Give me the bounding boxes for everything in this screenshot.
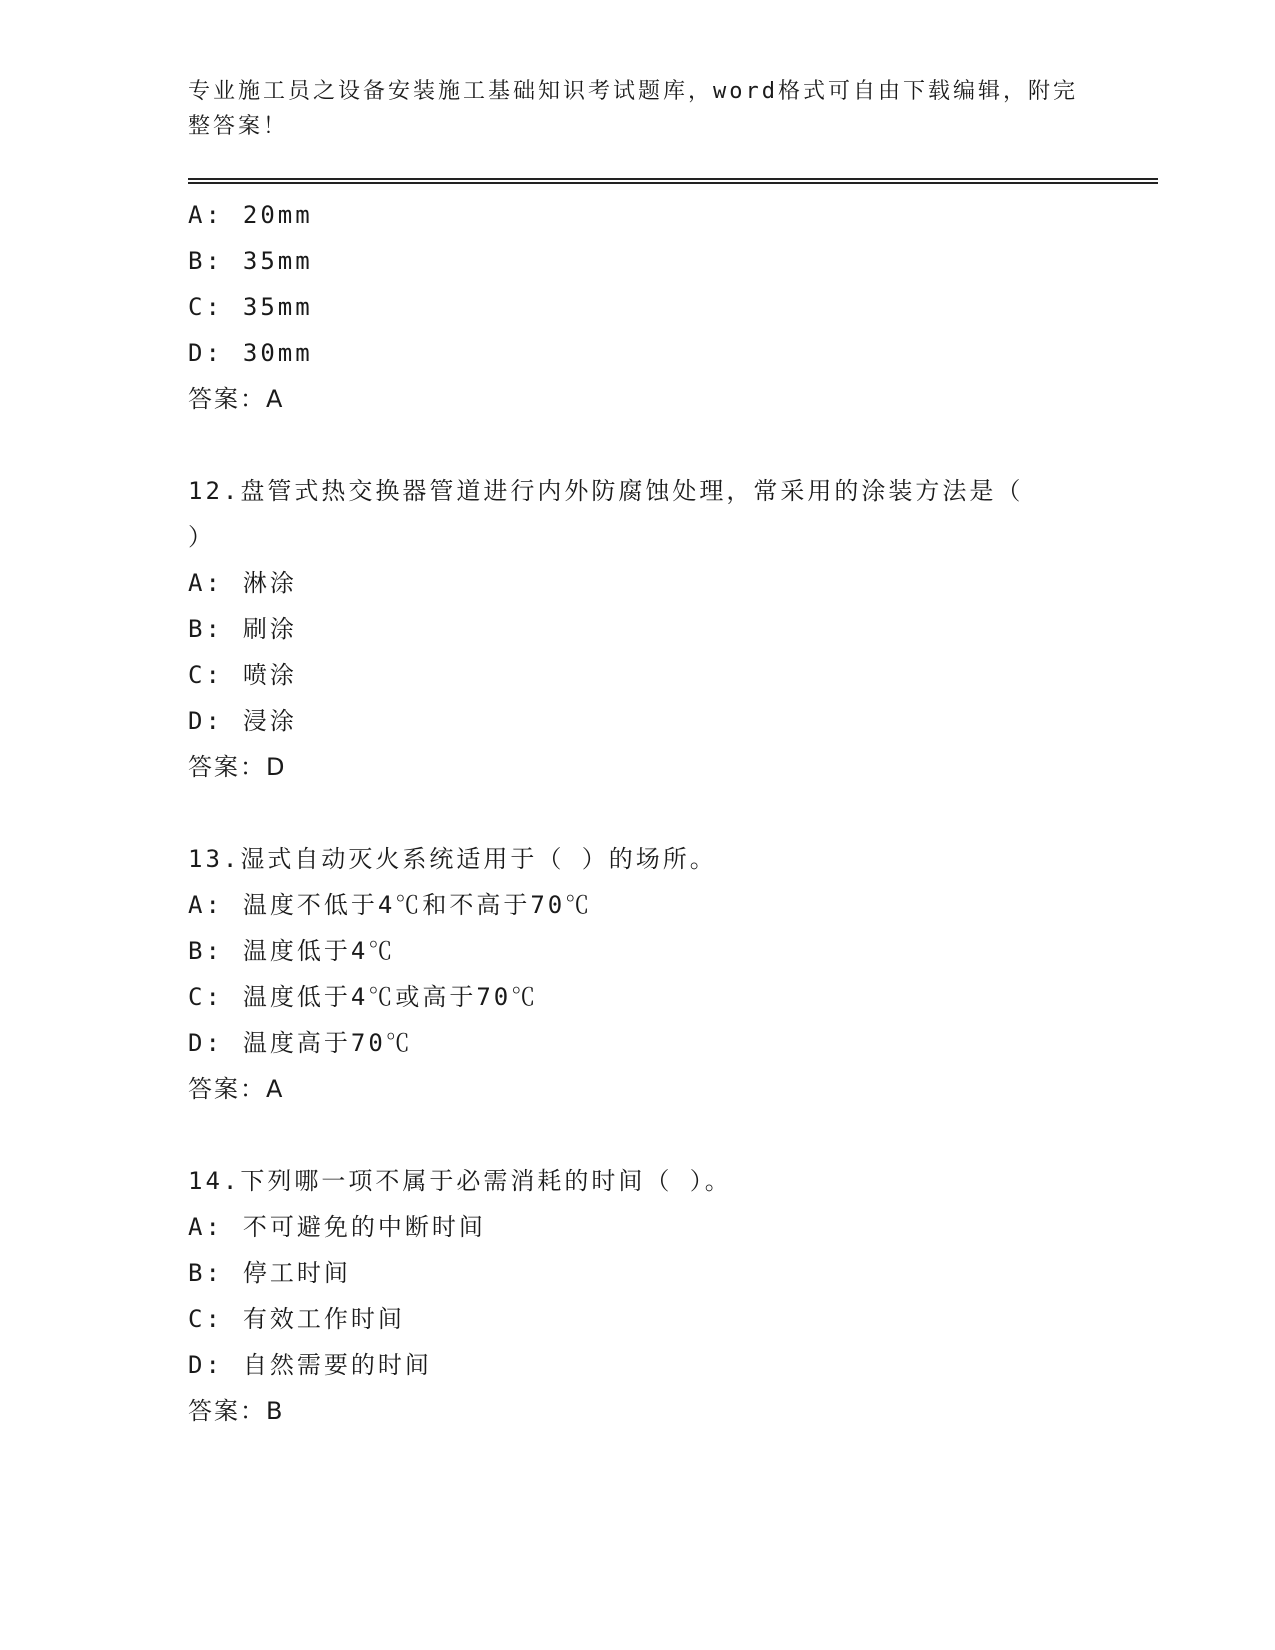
option-a: A: 温度不低于4℃和不高于70℃ [188, 891, 593, 919]
option-d: D: 30mm [188, 339, 313, 367]
option-c: C: 有效工作时间 [188, 1305, 405, 1333]
option-c: C: 温度低于4℃或高于70℃ [188, 983, 539, 1011]
question-block [188, 1158, 1158, 1434]
option-d: D: 浸涂 [188, 707, 297, 735]
answer-line: 答案：B [188, 1397, 285, 1425]
option-c: C: 35mm [188, 293, 313, 321]
question-block [188, 836, 1158, 1112]
option-d: D: 温度高于70℃ [188, 1029, 413, 1057]
question-block [188, 192, 1158, 422]
question-title: 14.下列哪一项不属于必需消耗的时间（ ）。 [188, 1167, 732, 1195]
option-b: B: 35mm [188, 247, 313, 275]
answer-line: 答案：D [188, 753, 287, 781]
option-a: A: 淋涂 [188, 569, 297, 597]
question-title: 12.盘管式热交换器管道进行内外防腐蚀处理，常采用的涂装方法是（ ） [188, 477, 1024, 551]
question-title: 13.湿式自动灭火系统适用于（ ）的场所。 [188, 845, 717, 873]
option-a: A: 不可避免的中断时间 [188, 1213, 486, 1241]
question-block [188, 468, 1158, 790]
option-a: A: 20mm [188, 201, 313, 229]
option-b: B: 停工时间 [188, 1259, 351, 1287]
page-header: 专业施工员之设备安装施工基础知识考试题库，word格式可自由下载编辑，附完整答案！ [188, 79, 1078, 139]
option-d: D: 自然需要的时间 [188, 1351, 432, 1379]
answer-line: 答案：A [188, 1075, 285, 1103]
option-b: B: 刷涂 [188, 615, 297, 643]
header-divider [188, 178, 1158, 184]
option-b: B: 温度低于4℃ [188, 937, 396, 965]
answer-line: 答案：A [188, 385, 285, 413]
question-list [188, 192, 1158, 1434]
option-c: C: 喷涂 [188, 661, 297, 689]
